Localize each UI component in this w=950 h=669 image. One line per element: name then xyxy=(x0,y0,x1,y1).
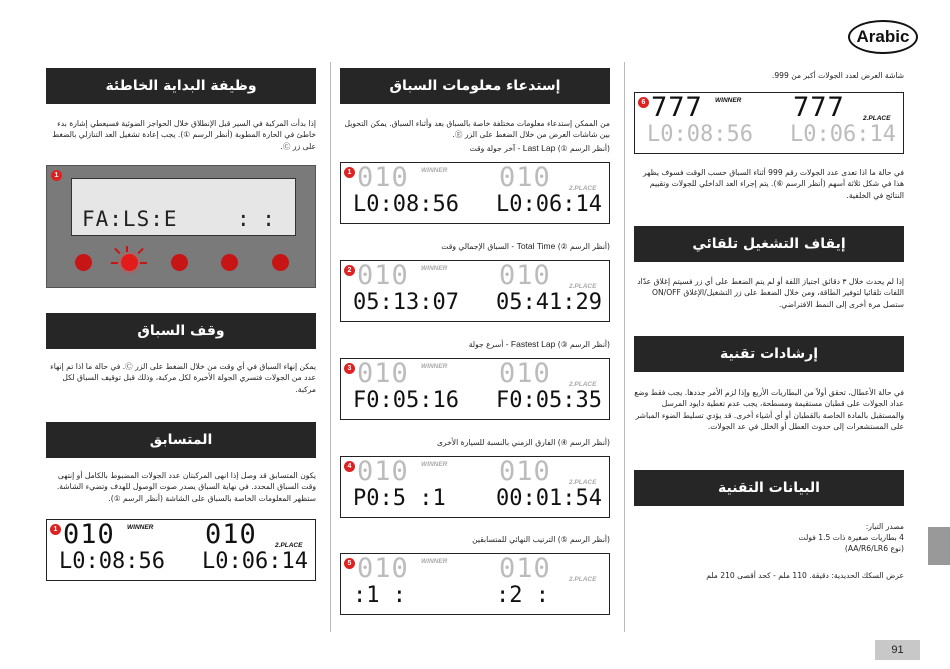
race-info-heading: إستدعاء معلومات السباق xyxy=(340,68,610,104)
tech-data-heading: البيانات التقنية xyxy=(634,470,904,506)
lcd-result-display xyxy=(46,519,316,581)
false-start-display-panel xyxy=(46,165,316,288)
light-ray xyxy=(137,248,143,254)
lap-count-winner: 010 xyxy=(357,162,409,193)
stop-race-heading: وقف السباق xyxy=(46,313,316,349)
time-winner: 05:13:07 xyxy=(353,290,459,315)
light-ray xyxy=(126,246,128,252)
lcd-lap-overflow xyxy=(634,92,904,154)
start-light xyxy=(272,254,289,271)
tech-notes-heading: إرشادات تقنية xyxy=(634,336,904,372)
tech-notes-text: في حالة الأعطال، تحقق أولاً من البطاريات الأربع وإذا لزم الأمر جددها. يجب فقط وضع عداد الجولات على قطبان مستقيمة ومسطحة، يجب عدم تغطية دايود المرسل والمستقبل بالمادة الخاصة بالقطبان أو أي أشياء أخرى. قد يؤدي تسليط الضوء المباشر على المستشعرات إلى حدوث العطل أو الخلل في عد الجولات. xyxy=(634,388,904,432)
time-winner: L0:08:56 xyxy=(647,122,753,147)
lap-overflow-note: شاشة العرض لعدد الجولات أكبر من 999. xyxy=(771,71,904,80)
lcd-total-time xyxy=(340,260,610,322)
column-divider xyxy=(624,62,625,632)
column-divider xyxy=(330,62,331,632)
lap-count-second: 010 xyxy=(205,519,257,550)
info-item-label: (أنظر الرسم ⑤) الترتيب النهائي للمتسابقين xyxy=(472,535,610,544)
time-second: 00:01:54 xyxy=(496,486,602,511)
time-winner: :1 : xyxy=(353,583,406,608)
figure-badge: 1 xyxy=(50,524,61,535)
winner-label: WINNER xyxy=(421,167,448,174)
start-light xyxy=(75,254,92,271)
light-ray xyxy=(114,248,120,254)
racer-heading: المتسابق xyxy=(46,422,316,458)
false-start-readout: FA:LS:E xyxy=(82,207,178,231)
overflow-arrows-winner: 777 xyxy=(651,92,703,123)
lap-count-winner: 010 xyxy=(357,456,409,487)
lap-count-second: 010 xyxy=(499,260,551,291)
lap-count-second: 010 xyxy=(499,162,551,193)
time-second: 05:41:29 xyxy=(496,290,602,315)
second-place-label: 2.PLACE xyxy=(569,381,597,388)
page-edge-tab xyxy=(928,527,950,565)
auto-off-text: إذا لم يحدث خلال ٣ دقائق اجتياز اللفة أو لم يتم الضغط على أي زر فسيتم إغلاق عدّاد اللفات تلقائيا لتوفير الطاقة، ومن خلال الضغط على زر التشغيل/الإغلاق ON/OFF ستصل مرة أخرى إلى النمط الافتراضي. xyxy=(637,277,904,309)
second-place-label: 2.PLACE xyxy=(275,542,303,549)
overflow-arrows-second: 777 xyxy=(793,92,845,123)
figure-badge: 6 xyxy=(638,97,649,108)
figure-badge: 2 xyxy=(344,265,355,276)
lap-count-second: 010 xyxy=(499,553,551,584)
lap-count-second: 010 xyxy=(499,358,551,389)
track-width-spec: عرض السكك الحديدية: دقيقة. 110 ملم - كحد أقصى 210 ملم xyxy=(706,571,904,580)
figure-badge: 3 xyxy=(344,363,355,374)
second-place-label: 2.PLACE xyxy=(569,283,597,290)
time-second: :2 : xyxy=(496,583,549,608)
figure-badge: 4 xyxy=(344,461,355,472)
auto-off-heading: إيقاف التشغيل تلقائي xyxy=(634,226,904,262)
second-place-label: 2.PLACE xyxy=(569,479,597,486)
winner-label: WINNER xyxy=(421,461,448,468)
time-winner: L0:08:56 xyxy=(59,549,165,574)
lcd-last-lap xyxy=(340,162,610,224)
language-logo: Arabic xyxy=(848,20,918,54)
winner-label: WINNER xyxy=(715,97,742,104)
figure-badge: 1 xyxy=(51,170,62,181)
time-second: F0:05:35 xyxy=(496,388,602,413)
lap-count-winner: 010 xyxy=(357,358,409,389)
time-winner: P0:5 :1 xyxy=(353,486,446,511)
lap-count-winner: 010 xyxy=(357,553,409,584)
second-place-label: 2.PLACE xyxy=(863,115,891,122)
screen-colons: : : xyxy=(237,207,275,231)
start-light xyxy=(171,254,188,271)
info-item-label: (أنظر الرسم ④) الفارق الزمني بالنسبة للسيارة الأخرى xyxy=(436,438,610,447)
false-start-text: إذا بدأت المركبة في السير قبل الإنطلاق خلال الحواجز الضوئية فسيعطي إشارة بدء خاطئ في الحارة المطوبة (أنظر الرسم ①). يجب إعادة تشغيل العد التنازلي بالضغط على زر Ⓒ. xyxy=(52,119,316,151)
lcd-final-ranking xyxy=(340,553,610,615)
race-info-intro: من الممكن إستدعاء معلومات مختلفة خاصة بالسباق بعد وأثناء السباق. يمكن التحويل بين شاشات العرض من خلال الضغط على الزر Ⓔ. xyxy=(344,119,610,140)
winner-label: WINNER xyxy=(127,524,154,531)
figure-badge: 1 xyxy=(344,167,355,178)
second-place-label: 2.PLACE xyxy=(569,185,597,192)
lcd-fastest-lap xyxy=(340,358,610,420)
lap-count-winner: 010 xyxy=(63,519,115,550)
info-item-label: (أنظر الرسم ③) Fastest Lap - أسرع جولة xyxy=(468,339,610,349)
winner-label: WINNER xyxy=(421,558,448,565)
time-second: L0:06:14 xyxy=(790,122,896,147)
time-second: L0:06:14 xyxy=(202,549,308,574)
battery-spec: 4 بطاريات صغيرة ذات 1.5 فولت xyxy=(798,533,904,542)
winner-label: WINNER xyxy=(421,265,448,272)
light-ray xyxy=(111,262,118,264)
battery-type: (نوع AA/R6/LR6) xyxy=(844,544,904,553)
start-light xyxy=(221,254,238,271)
figure-badge: 5 xyxy=(344,558,355,569)
time-winner: F0:05:16 xyxy=(353,388,459,413)
light-ray xyxy=(140,262,147,264)
info-item-label: (أنظر الرسم ①) Last Lap - آخر جولة وقت xyxy=(469,143,610,153)
stop-race-text: يمكن إنهاء السباق في أي وقت من خلال الضغط على الزر Ⓒ. في حالة ما اذا تم إنهاء عدد من الجولات فتسري الجولة الأخيرة لكل مركبة، وذلك قبل توقيف السباق لكل مركبة. xyxy=(50,362,316,394)
lap-overflow-text: في حالة ما اذا تعدى عدد الجولات رقم 999 أثناء السباق حسب الوقت فسوف يظهر هذا في شكل ثلاثة أسهم (أنظر الرسم ⑥). يتم إجراء العد الداخلي للجولات وتقييم النتائج في الخلفية. xyxy=(642,168,904,200)
racer-text: يكون المتسابق قد وصل إذا انهى المركبتان عدد الجولات المضبوط بالكامل أو إنتهى وقت السباق المحدد. في نهاية السباق يصدر صوت الوصول للهدف وتضيء الشاشة. ستظهر المعلومات الخاصة بالسباق على الشاشة (أنظر الرسم ①). xyxy=(56,471,316,503)
time-winner: L0:08:56 xyxy=(353,192,459,217)
page-number: 91 xyxy=(875,640,920,660)
lap-count-winner: 010 xyxy=(357,260,409,291)
start-light-lit xyxy=(121,254,138,271)
false-start-heading: وظيفة البداية الخاطئة xyxy=(46,68,316,104)
time-second: L0:06:14 xyxy=(496,192,602,217)
power-source-label: مصدر التيار: xyxy=(865,522,904,531)
lcd-time-gap xyxy=(340,456,610,518)
lcd-screen xyxy=(71,178,296,236)
info-item-label: (أنظر الرسم ②) Total Time - السباق الإجمالي وقت xyxy=(441,241,610,251)
lap-count-second: 010 xyxy=(499,456,551,487)
winner-label: WINNER xyxy=(421,363,448,370)
second-place-label: 2.PLACE xyxy=(569,576,597,583)
